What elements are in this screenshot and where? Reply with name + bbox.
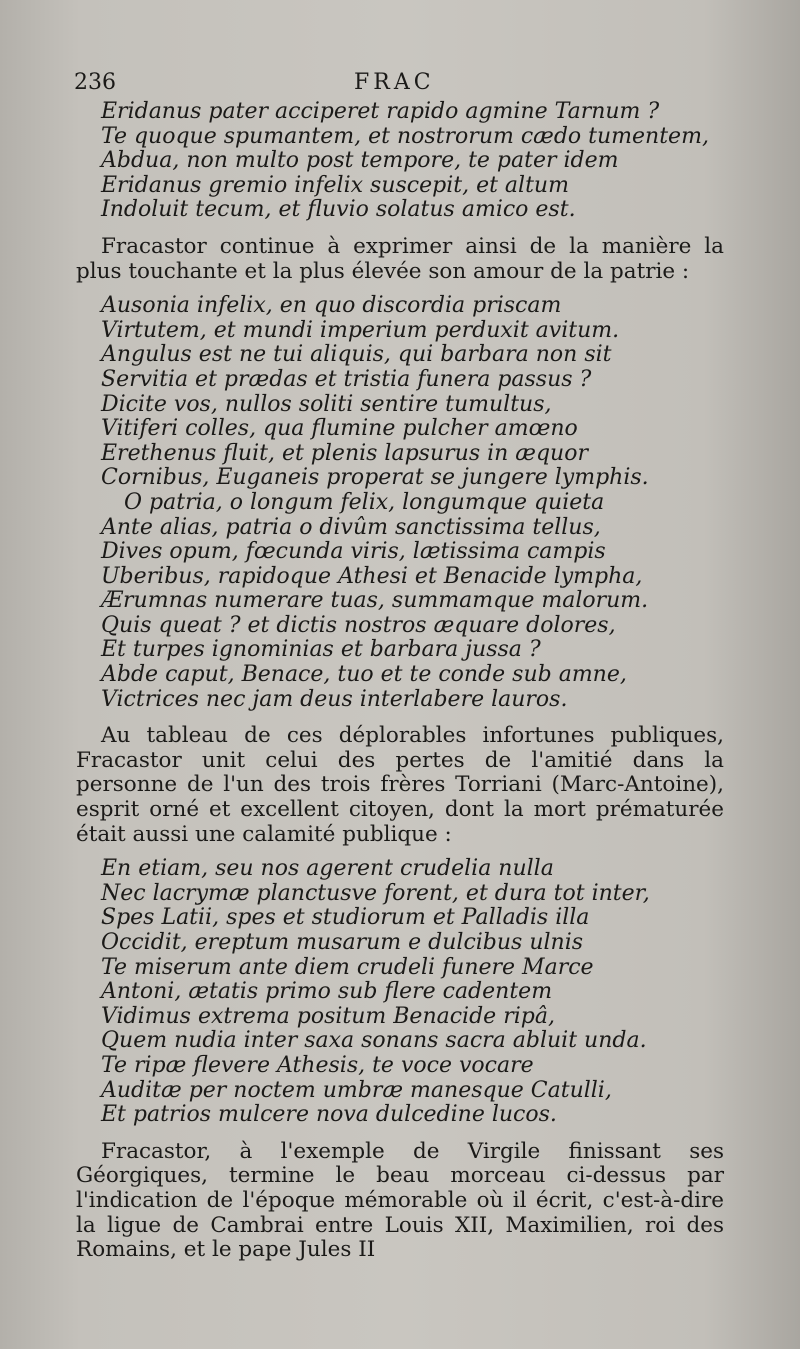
verse-line: Servitia et prædas et tristia funera passus ? (101, 366, 592, 392)
verse-line: Abdua, non multo post tempore, te pater idem (101, 148, 619, 174)
verse-line: Quem nudia inter saxa sonans sacra abluit unda. (101, 1028, 647, 1054)
verse-line: Antoni, ætatis primo sub flere cadentem (101, 979, 553, 1005)
verse-line: Vitiferi colles, qua flumine pulcher amœno (101, 416, 578, 442)
verse-line: Virtutem, et mundi imperium perduxit avitum. (101, 317, 620, 343)
verse-line: Eridanus pater acciperet rapido agmine Tarnum ? (101, 99, 660, 124)
verse-line: Abde caput, Benace, tuo et te conde sub amne, (101, 662, 627, 688)
verse-line: Ante alias, patria o divûm sanctissima tellus, (101, 514, 601, 540)
verse-line: Eridanus gremio infelix suscepit, et altum (101, 172, 569, 198)
verse-line: Et patrios mulcere nova dulcedine lucos. (101, 1102, 557, 1128)
verse-line: O patria, o longum felix, longumque quieta (124, 489, 605, 515)
verse-line: En etiam, seu nos agerent crudelia nulla (101, 856, 554, 882)
verse-line: Cornibus, Euganeis properat se jungere lymphis. (101, 465, 649, 491)
verse-line: Dives opum, fœcunda viris, lætissima campis (101, 539, 606, 565)
verse-line: Nec lacrymæ planctusve forent, et dura tot inter, (101, 880, 650, 906)
verse-line: Dicite vos, nullos soliti sentire tumultus, (101, 391, 552, 417)
verse-line: Ærumnas numerare tuas, summamque malorum. (101, 588, 649, 614)
verse-line: Indoluit tecum, et fluvio solatus amico est. (101, 197, 576, 223)
verse-line: Ausonia infelix, en quo discordia priscam (101, 293, 562, 319)
verse-line: Quis queat ? et dictis nostros æquare dolores, (101, 612, 616, 638)
verse-line: Spes Latii, spes et studiorum et Palladis illa (101, 905, 590, 931)
verse-line: Erethenus fluit, et plenis lapsurus in æquor (101, 440, 588, 466)
page-body (76, 100, 724, 1273)
verse-line: Uberibus, rapidoque Athesi et Benacide lympha, (101, 563, 643, 589)
verse-block-2 (76, 294, 724, 712)
verse-block-1 (76, 100, 724, 223)
verse-block-3 (76, 857, 724, 1128)
verse-line: Et turpes ignominias et barbara jussa ? (101, 637, 541, 663)
verse-line: Te miserum ante diem crudeli funere Marce (101, 954, 594, 980)
page-header (74, 70, 694, 100)
verse-line: Te quoque spumantem, et nostrorum cædo tumentem, (101, 123, 709, 149)
verse-line: Victrices nec jam deus interlabere lauros. (101, 686, 568, 712)
running-head: FRAC (354, 70, 435, 95)
prose-paragraph-1: Fracastor continue à exprimer ainsi de la manière la plus touchante et la plus élevée son amour de la patrie : (76, 233, 724, 284)
prose-paragraph-2: Au tableau de ces déplorables infortunes publiques, Fracastor unit celui des pertes de l'amitié dans la personne de l'un des trois frères Torriani (Marc-Antoine), esprit orné et excellent citoyen, dont la mort prématurée était aussi une calamité publique : (76, 723, 724, 847)
verse-line: Vidimus extrema positum Benacide ripâ, (101, 1003, 555, 1029)
verse-line: Te ripæ flevere Athesis, te voce vocare (101, 1052, 534, 1078)
verse-line: Occidit, ereptum musarum e dulcibus ulnis (101, 930, 584, 955)
verse-line: Angulus est ne tui aliquis, qui barbara non sit (101, 342, 612, 368)
verse-line: Auditæ per noctem umbræ manesque Catulli, (101, 1077, 612, 1103)
prose-paragraph-3: Fracastor, à l'exemple de Virgile finissant ses Géorgiques, termine le beau morceau ci-dessus par l'indication de l'époque mémorable où il écrit, c'est-à-dire la ligue de Cambrai entre Louis XII, Maximilien, roi des Romains, et le pape Jules II (76, 1138, 724, 1263)
page-number: 236 (74, 70, 116, 95)
